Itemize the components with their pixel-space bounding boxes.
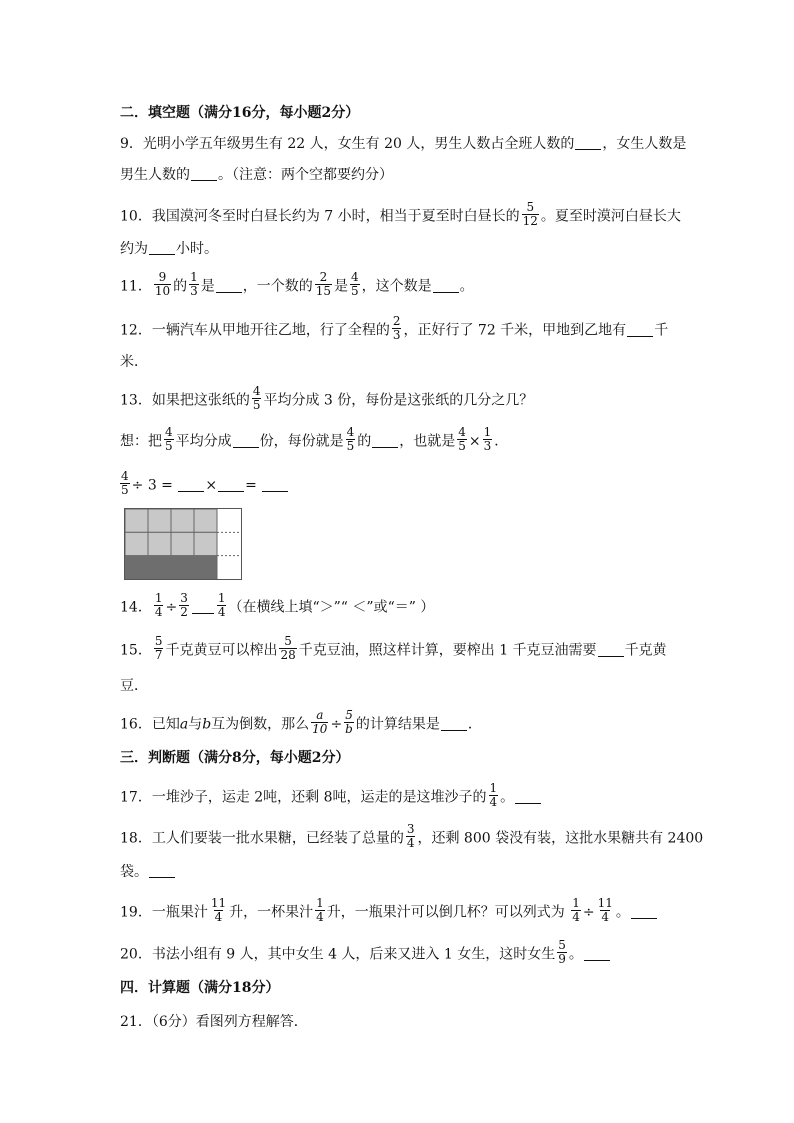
answer-blank[interactable]	[631, 904, 657, 919]
fraction: $\frac{5}{28}$	[280, 634, 296, 662]
fraction: $\frac{2}{15}$	[315, 270, 332, 298]
fraction: $\frac{1}{4}$	[217, 591, 226, 619]
fraction: $\frac{5}{9}$	[558, 938, 566, 966]
answer-blank[interactable]	[149, 240, 175, 255]
fraction: $\frac{4}{5}$	[252, 384, 261, 412]
grid-cell	[194, 556, 217, 579]
grid-cell	[125, 532, 148, 555]
grid-cell	[125, 509, 148, 532]
grid-cell	[171, 509, 194, 532]
answer-blank[interactable]	[441, 716, 467, 731]
fraction: $\frac{1}{3}$	[190, 270, 198, 298]
fraction: $\frac{2}{3}$	[392, 314, 401, 342]
question-12: 12．一辆汽车从甲地开往乙地，行了全程的 $\frac{2}{3}$ ，正好行了 72 千米，甲地到乙地有 千	[120, 314, 669, 342]
question-16: 16．已知a与b互为倒数，那么 $\frac{a}{10}$ ÷ $\frac{5}{b}$ 的计算结果是 ．	[120, 708, 482, 736]
question-13-equation: $\frac{4}{5}$ ÷ 3 = × =	[118, 472, 289, 499]
question-10: 10．我国漠河冬至时白昼长约为 7 小时，相当于夏至时白昼长的 $\frac{5}{12}$ 。夏至时漠河白昼长大	[120, 200, 681, 228]
question-18-cont: 袋。	[120, 862, 176, 882]
question-19: 19．一瓶果汁 $\frac{11}{4}$ 升，一杯果汁 $\frac{1}{4}$ 升，一瓶果汁可以倒几杯？可以列式为 $\frac{1}{4}$ ÷ $\frac{11}{4}$ 。	[120, 899, 658, 926]
fraction: $\frac{1}{4}$	[572, 896, 580, 924]
section-4-heading: 四．计算题（满分18分）	[120, 980, 280, 996]
question-9-cont: 男生人数的 。（注意：两个空都要约分）	[120, 167, 393, 183]
question-15: 15． $\frac{5}{7}$ 千克黄豆可以榨出 $\frac{5}{28}$ 千克豆油，照这样计算，要榨出 1 千克豆油需要 千克黄	[120, 634, 667, 662]
answer-blank[interactable]	[372, 433, 398, 448]
answer-blank[interactable]	[218, 477, 244, 492]
answer-blank[interactable]	[584, 946, 610, 961]
fraction: $\frac{1}{3}$	[483, 425, 492, 453]
grid-cell	[171, 532, 194, 555]
fraction: $\frac{5}{b}$	[345, 708, 353, 736]
grid-cell	[194, 509, 217, 532]
section-2-heading: 二．填空题（满分16分，每小题2分）	[120, 105, 360, 121]
fraction: $\frac{11}{4}$	[597, 896, 613, 924]
fraction: $\frac{1}{4}$	[154, 591, 163, 619]
fraction: $\frac{a}{10}$	[312, 708, 328, 736]
question-20: 20．书法小组有 9 人，其中女生 4 人，后来又进入 1 女生，这时女生 $\frac{5}{9}$ 。	[120, 941, 611, 968]
question-21: 21．（6分）看图列方程解答．	[120, 1014, 308, 1030]
fraction: $\frac{11}{4}$	[210, 896, 227, 924]
question-13: 13．如果把这张纸的 $\frac{4}{5}$ 平均分成 3 份，每份是这张纸的几分之几？	[120, 384, 534, 412]
paper-fraction-figure	[124, 508, 242, 580]
answer-blank[interactable]	[233, 433, 259, 448]
fraction: $\frac{3}{2}$	[180, 591, 188, 619]
grid-cell	[171, 556, 194, 579]
answer-blank[interactable]	[627, 322, 653, 337]
question-17: 17．一堆沙子，运走 2吨，还剩 8吨，运走的是这堆沙子的 $\frac{1}{4}$ 。	[120, 784, 542, 811]
fraction: $\frac{4}{5}$	[346, 425, 355, 453]
answer-blank[interactable]	[515, 789, 541, 804]
grid-cell	[148, 556, 171, 579]
fraction: $\frac{5}{7}$	[154, 634, 163, 662]
grid-cell	[148, 509, 171, 532]
question-12-cont: 米．	[120, 354, 148, 370]
fraction: $\frac{5}{12}$	[522, 200, 538, 228]
fraction: $\frac{4}{5}$	[121, 469, 129, 497]
answer-blank[interactable]	[598, 642, 624, 657]
question-18: 18．工人们要装一批水果糖，已经装了总量的 $\frac{3}{4}$ ，还剩 800 袋没有装，这批水果糖共有 2400	[120, 822, 704, 850]
answer-blank[interactable]	[262, 477, 288, 492]
grid-cell	[194, 532, 217, 555]
answer-blank[interactable]	[216, 278, 242, 293]
answer-blank[interactable]	[433, 278, 459, 293]
question-14: 14． $\frac{1}{4}$ ÷ $\frac{3}{2}$ $\frac{1}{4}$ （在横线上填“＞”“ ＜”或“＝” ）	[120, 591, 435, 619]
answer-blank[interactable]	[192, 599, 214, 614]
fraction: $\frac{1}{4}$	[489, 781, 498, 809]
question-9: 9．光明小学五年级男生有 22 人，女生有 20 人，男生人数占全班人数的 ，女生人数是	[120, 136, 687, 152]
fraction: $\frac{4}{5}$	[165, 425, 173, 453]
grid-svg	[125, 509, 241, 579]
answer-blank[interactable]	[575, 135, 601, 150]
answer-blank[interactable]	[149, 863, 175, 878]
question-11: 11． $\frac{9}{10}$ 的 $\frac{1}{3}$ 是 ，一个数的 $\frac{2}{15}$ 是 $\frac{4}{5}$ ，这个数是 。	[120, 270, 474, 298]
fraction: $\frac{1}{4}$	[316, 896, 324, 924]
fraction: $\frac{4}{5}$	[351, 270, 359, 298]
grid-cell	[125, 556, 148, 579]
answer-blank[interactable]	[178, 477, 204, 492]
question-13-think: 想：把 $\frac{4}{5}$ 平均分成 份，每份就是 $\frac{4}{5}$ 的 ，也就是 $\frac{4}{5}$ × $\frac{1}{3}$ ．	[120, 425, 509, 453]
question-15-cont: 豆．	[120, 678, 148, 694]
fraction: $\frac{9}{10}$	[154, 270, 171, 298]
fraction: $\frac{4}{5}$	[458, 425, 466, 453]
section-3-heading: 三．判断题（满分8分，每小题2分）	[120, 750, 350, 766]
fraction: $\frac{3}{4}$	[406, 822, 415, 850]
answer-blank[interactable]	[191, 166, 217, 181]
question-10-cont: 约为 小时。	[120, 241, 218, 257]
grid-cell	[148, 532, 171, 555]
